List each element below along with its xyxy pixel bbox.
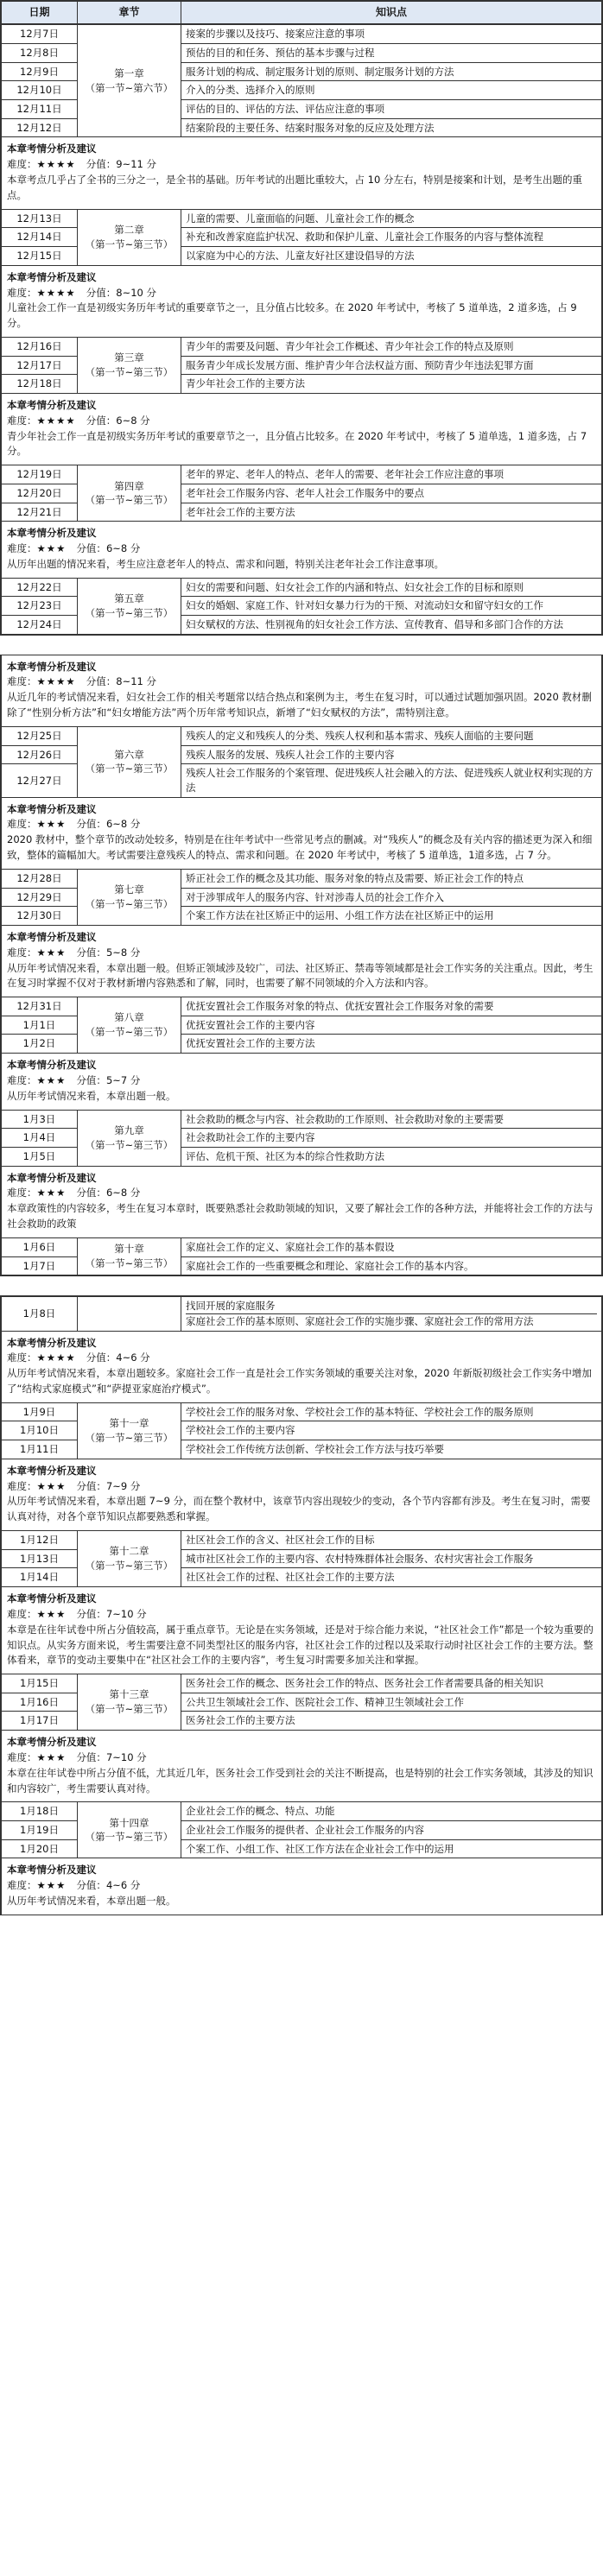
header-chapter: 章节 — [78, 2, 181, 24]
analysis-text: 从历年考试情况来看，本章出题一般。但矫正领域涉及较广，司法、社区矫正、禁毒等领域都是社会工作实务的关注重点。因此，考生在复习时掌握不仅对于教材新增内容熟悉和了解，同时，也需要了解不同领域的介入方法和内容。 — [7, 961, 593, 990]
row-knowledge: 社会救助的概念与内容、社会救助的工作原则、社会救助对象的主要需要 — [181, 1110, 602, 1129]
row-knowledge: 接案的步骤以及技巧、接案应注意的事项 — [181, 25, 602, 44]
score-value: 6~8 分 — [105, 818, 141, 831]
difficulty-label: 难度： — [7, 675, 37, 688]
analysis-text: 儿童社会工作一直是初级实务历年考试的重要章节之一，且分值占比较多。在 2020 年考试中，考核了 5 道单选，2 道多选，占 9 分。 — [7, 301, 577, 330]
knowledge-line: 找回开展的家庭服务 — [186, 1299, 597, 1314]
score-label: 分值： — [86, 414, 117, 427]
chapter-analysis — [1, 137, 602, 208]
row-knowledge: 医务社会工作的主要方法 — [181, 1712, 602, 1731]
difficulty-line — [7, 157, 596, 173]
row-date: 12月28日 — [2, 869, 78, 888]
chapter-range: （第一节~第三节） — [85, 1026, 174, 1039]
score-label: 分值： — [76, 1187, 106, 1199]
difficulty-line — [7, 286, 596, 301]
row-knowledge: 优抚安置社会工作的主要内容 — [181, 1016, 602, 1035]
chapter-analysis — [1, 1167, 602, 1237]
row-knowledge: 评估的目的、评估的方法、评估应注意的事项 — [181, 100, 602, 119]
row-knowledge: 优抚安置社会工作服务对象的特点、优抚安置社会工作服务对象的需要 — [181, 997, 602, 1016]
schedule-row — [2, 1802, 602, 1821]
row-date: 12月17日 — [2, 356, 78, 375]
schedule-row — [2, 209, 602, 228]
chapter-cell — [78, 1674, 181, 1731]
difficulty-stars: ★★★★ — [36, 158, 76, 171]
score-value: 5~8 分 — [105, 946, 141, 959]
chapter-analysis — [1, 522, 602, 577]
row-knowledge: 企业社会工作服务的提供者、企业社会工作服务的内容 — [181, 1821, 602, 1840]
difficulty-label: 难度： — [7, 414, 37, 427]
score-label: 分值： — [76, 1607, 106, 1620]
difficulty-line — [7, 1351, 596, 1366]
chapter-cell — [78, 465, 181, 522]
schedule-row — [2, 726, 602, 745]
chapter-range: （第一节~第三节） — [85, 1560, 174, 1573]
difficulty-label: 难度： — [7, 818, 37, 831]
chapter-range: （第一节~第三节） — [85, 1831, 174, 1844]
row-date: 12月19日 — [2, 465, 78, 484]
row-date: 1月4日 — [2, 1129, 78, 1148]
row-knowledge: 医务社会工作的概念、医务社会工作的特点、医务社会工作者需要具备的相关知识 — [181, 1674, 602, 1693]
row-date: 12月24日 — [2, 616, 78, 635]
difficulty-label: 难度： — [7, 286, 37, 299]
schedule-table — [1, 24, 602, 137]
chapter-cell — [78, 1802, 181, 1858]
chapter-range: （第一节~第三节） — [85, 897, 174, 910]
chapter-analysis — [1, 1731, 602, 1801]
row-date: 12月26日 — [2, 745, 78, 764]
schedule-table — [1, 997, 602, 1054]
row-knowledge: 介入的分类、选择介入的原则 — [181, 81, 602, 100]
difficulty-line — [7, 1186, 596, 1201]
score-label: 分值： — [76, 818, 106, 831]
analysis-title: 本章考情分析及建议 — [7, 142, 97, 155]
row-date: 1月18日 — [2, 1802, 78, 1821]
schedule-table — [1, 209, 602, 266]
difficulty-stars: ★★★★ — [36, 286, 76, 299]
row-knowledge: 社区社会工作的含义、社区社会工作的目标 — [181, 1531, 602, 1550]
row-knowledge: 对于涉罪成年人的服务内容、针对涉毒人员的社会工作介入 — [181, 888, 602, 907]
score-label: 分值： — [86, 1351, 117, 1364]
row-date: 12月11日 — [2, 100, 78, 119]
analysis-title: 本章考情分析及建议 — [7, 1736, 97, 1749]
analysis-text: 本章考点几乎占了全书的三分之一，是全书的基础。历年考试的出题比重较大，占 10 分左右，特别是接案和计划，是考生出题的重点。 — [7, 174, 582, 201]
row-date: 1月11日 — [2, 1440, 78, 1459]
chapter-cell — [78, 25, 181, 137]
score-label: 分值： — [76, 1750, 106, 1763]
difficulty-label: 难度： — [7, 1187, 37, 1199]
row-date: 12月23日 — [2, 597, 78, 616]
difficulty-line — [7, 1750, 596, 1766]
difficulty-stars: ★★★ — [36, 1479, 67, 1492]
difficulty-label: 难度： — [7, 1607, 37, 1620]
row-knowledge: 妇女的婚姻、家庭工作、针对妇女暴力行为的干预、对流动妇女和留守妇女的工作 — [181, 597, 602, 616]
difficulty-label: 难度： — [7, 542, 37, 555]
difficulty-label: 难度： — [7, 946, 37, 959]
chapter-analysis — [1, 926, 602, 997]
row-knowledge: 妇女赋权的方法、性别视角的妇女社会工作方法、宣传教育、倡导和多部门合作的方法 — [181, 616, 602, 635]
score-value: 4~6 分 — [105, 1879, 141, 1892]
schedule-row — [2, 1531, 602, 1550]
row-knowledge: 残疾人服务的发展、残疾人社会工作的主要内容 — [181, 745, 602, 764]
difficulty-line — [7, 1607, 596, 1623]
score-value: 4~6 分 — [116, 1351, 150, 1364]
row-date: 12月13日 — [2, 209, 78, 228]
difficulty-stars: ★★★ — [36, 818, 67, 831]
analysis-title: 本章考情分析及建议 — [7, 1592, 97, 1605]
chapter-title: 第十一章 — [109, 1417, 149, 1430]
row-knowledge: 社会救助社会工作的主要内容 — [181, 1129, 602, 1148]
chapter-cell — [78, 1110, 181, 1166]
chapter-title: 第十四章 — [109, 1816, 149, 1829]
difficulty-line — [7, 1073, 596, 1089]
difficulty-stars: ★★★ — [36, 1607, 67, 1620]
row-knowledge: 家庭社会工作的一些重要概念和理论、家庭社会工作的基本内容。 — [181, 1256, 602, 1275]
schedule-section — [0, 0, 603, 636]
analysis-title: 本章考情分析及建议 — [7, 1336, 97, 1349]
chapter-title: 第十二章 — [109, 1545, 149, 1558]
row-date: 12月12日 — [2, 118, 78, 137]
difficulty-line — [7, 674, 596, 690]
row-date: 12月29日 — [2, 888, 78, 907]
chapter-analysis — [1, 394, 602, 465]
row-date: 1月6日 — [2, 1237, 78, 1256]
difficulty-line — [7, 1878, 596, 1894]
schedule-row — [2, 869, 602, 888]
row-knowledge: 学校社会工作的主要内容 — [181, 1421, 602, 1440]
row-date: 1月2日 — [2, 1035, 78, 1054]
difficulty-label: 难度： — [7, 1479, 37, 1492]
row-knowledge: 老年社会工作的主要方法 — [181, 503, 602, 522]
score-value: 6~8 分 — [116, 414, 150, 427]
schedule-row — [2, 1297, 602, 1331]
difficulty-stars: ★★★★ — [36, 414, 76, 427]
analysis-title: 本章考情分析及建议 — [7, 270, 97, 283]
row-knowledge: 公共卫生领域社会工作、医院社会工作、精神卫生领域社会工作 — [181, 1693, 602, 1712]
analysis-title: 本章考情分析及建议 — [7, 1171, 97, 1184]
schedule-table — [1, 1402, 602, 1459]
row-date: 12月27日 — [2, 764, 78, 797]
difficulty-label: 难度： — [7, 1879, 37, 1892]
chapter-range: （第一节~第三节） — [85, 1257, 174, 1270]
header-row — [2, 2, 602, 24]
row-date: 1月17日 — [2, 1712, 78, 1731]
row-date: 1月20日 — [2, 1839, 78, 1858]
difficulty-line — [7, 817, 596, 832]
schedule-table — [1, 1110, 602, 1167]
difficulty-stars: ★★★★ — [36, 675, 76, 688]
chapter-cell — [78, 1237, 181, 1275]
row-knowledge: 企业社会工作的概念、特点、功能 — [181, 1802, 602, 1821]
row-knowledge: 残疾人社会工作服务的个案管理、促进残疾人社会融入的方法、促进残疾人就业权利实现的方法 — [181, 764, 602, 797]
score-label: 分值： — [86, 158, 117, 171]
chapter-title: 第十章 — [114, 1243, 144, 1256]
row-knowledge: 社区社会工作的过程、社区社会工作的主要方法 — [181, 1568, 602, 1587]
chapter-cell — [78, 1297, 181, 1331]
row-date: 12月7日 — [2, 25, 78, 44]
difficulty-label: 难度： — [7, 1351, 37, 1364]
knowledge-line: 家庭社会工作的基本原则、家庭社会工作的实施步骤、家庭社会工作的常用方法 — [186, 1314, 534, 1327]
schedule-section — [0, 655, 603, 1277]
schedule-table — [1, 578, 602, 635]
schedule-table — [1, 726, 602, 798]
difficulty-line — [7, 946, 596, 961]
chapter-range: （第一节~第三节） — [85, 763, 174, 775]
row-date: 1月19日 — [2, 1821, 78, 1840]
row-knowledge: 青少年社会工作的主要方法 — [181, 375, 602, 394]
difficulty-stars: ★★★ — [36, 1187, 67, 1199]
chapter-range: （第一节~第三节） — [85, 494, 174, 507]
analysis-text: 从历年出题的情况来看，考生应注意老年人的特点、需求和问题，特别关注老年社会工作注意事项。 — [7, 557, 444, 570]
row-knowledge: 个案工作方法在社区矫正中的运用、小组工作方法在社区矫正中的运用 — [181, 907, 602, 926]
row-date: 12月8日 — [2, 44, 78, 63]
row-knowledge: 个案工作、小组工作、社区工作方法在企业社会工作中的运用 — [181, 1839, 602, 1858]
score-label: 分值： — [86, 286, 117, 299]
chapter-title: 第二章 — [114, 224, 144, 236]
header-date: 日期 — [2, 2, 78, 24]
row-date: 12月31日 — [2, 997, 78, 1016]
difficulty-label: 难度： — [7, 1073, 37, 1086]
schedule-row — [2, 337, 602, 356]
difficulty-stars: ★★★★ — [36, 1351, 76, 1364]
difficulty-line — [7, 414, 596, 429]
difficulty-stars: ★★★ — [36, 1879, 67, 1892]
row-knowledge: 服务青少年成长发展方面、维护青少年合法权益方面、预防青少年违法犯罪方面 — [181, 356, 602, 375]
row-date: 1月9日 — [2, 1402, 78, 1421]
row-date: 12月22日 — [2, 578, 78, 597]
schedule-row — [2, 997, 602, 1016]
schedule-table — [1, 1530, 602, 1587]
chapter-title: 第三章 — [114, 351, 144, 364]
row-date: 12月16日 — [2, 337, 78, 356]
row-knowledge: 妇女的需要和问题、妇女社会工作的内涵和特点、妇女社会工作的目标和原则 — [181, 578, 602, 597]
difficulty-line — [7, 541, 596, 557]
analysis-text: 从近几年的考试情况来看，妇女社会工作的相关考题常以结合热点和案例为主，考生在复习时，可以通过试题加强巩固。2020 教材删除了“性别分析方法”和“妇女增能方法”两个历年常考知识点，新增了“妇女赋权的方法”，需特别注意。 — [7, 691, 592, 719]
schedule-row — [2, 25, 602, 44]
chapter-analysis — [1, 1054, 602, 1109]
chapter-analysis — [1, 1332, 602, 1402]
score-value: 8~10 分 — [116, 286, 156, 299]
row-knowledge: 家庭社会工作的定义、家庭社会工作的基本假设 — [181, 1237, 602, 1256]
analysis-text: 本章在往年试卷中所占分值不低，尤其近几年，医务社会工作受到社会的关注不断提高，也是特别的社会工作实务领域，其涉及的知识和内容较广，考生需要认真对待。 — [7, 1766, 593, 1794]
chapter-title: 第六章 — [114, 748, 144, 761]
row-knowledge: 评估、危机干预、社区为本的综合性救助方法 — [181, 1147, 602, 1166]
row-date: 1月5日 — [2, 1147, 78, 1166]
row-knowledge — [181, 1297, 602, 1331]
chapter-range: （第一节~第三节） — [85, 606, 174, 619]
schedule-table — [1, 337, 602, 394]
schedule-table — [1, 465, 602, 522]
row-knowledge: 儿童的需要、儿童面临的问题、儿童社会工作的概念 — [181, 209, 602, 228]
row-knowledge: 优抚安置社会工作的主要方法 — [181, 1035, 602, 1054]
row-date: 1月3日 — [2, 1110, 78, 1129]
difficulty-label: 难度： — [7, 158, 37, 171]
row-date: 12月21日 — [2, 503, 78, 522]
analysis-text: 从历年考试情况来看，本章出题较多。家庭社会工作一直是社会工作实务领域的重要关注对象，2020 年新版初级社会工作实务中增加了“结构式家庭模式”和“萨提亚家庭治疗模式”。 — [7, 1367, 592, 1395]
row-knowledge: 结案阶段的主要任务、结案时服务对象的反应及处理方法 — [181, 118, 602, 137]
analysis-title: 本章考情分析及建议 — [7, 1864, 97, 1877]
analysis-title: 本章考情分析及建议 — [7, 1059, 97, 1072]
row-date: 12月9日 — [2, 62, 78, 81]
chapter-range: （第一节~第三节） — [85, 237, 174, 250]
schedule-table — [1, 1674, 602, 1731]
chapter-analysis — [1, 1459, 602, 1530]
analysis-text: 从历年考试情况来看，本章出题一般。 — [7, 1895, 176, 1908]
row-knowledge: 学校社会工作的服务对象、学校社会工作的基本特征、学校社会工作的服务原则 — [181, 1402, 602, 1421]
score-label: 分值： — [76, 1479, 106, 1492]
analysis-text: 2020 教材中，整个章节的改动处较多，特别是在往年考试中一些常见考点的删减。对“残疾人”的概念及有关内容的描述更为深入和细致，整体的篇幅加大。考试需要注意残疾人的特点、需求和问题。在 2020 年考试中，考核了 5 道单选，1道多选，占 7 分。 — [7, 833, 593, 862]
header-knowledge: 知识点 — [181, 2, 602, 24]
schedule-row — [2, 1674, 602, 1693]
row-date: 1月16日 — [2, 1693, 78, 1712]
row-knowledge: 以家庭为中心的方法、儿童友好社区建设倡导的方法 — [181, 247, 602, 266]
chapter-cell — [78, 1402, 181, 1459]
score-label: 分值： — [76, 946, 106, 959]
score-label: 分值： — [86, 675, 117, 688]
chapter-analysis — [1, 1858, 602, 1914]
analysis-text: 青少年社会工作一直是初级实务历年考试的重要章节之一，且分值占比较多。在 2020 年考试中，考核了 5 道单选，1 道多选，占 7 分。 — [7, 429, 587, 458]
difficulty-stars: ★★★ — [36, 542, 67, 555]
analysis-title: 本章考情分析及建议 — [7, 930, 97, 943]
difficulty-label: 难度： — [7, 1750, 37, 1763]
analysis-title: 本章考情分析及建议 — [7, 398, 97, 411]
analysis-text: 本章是在往年试卷中所占分值较高，属于重点章节。无论是在实务领域，还是对于综合能力来说，“社区社会工作”都是一个较为重要的知识点。从实务方面来说，考生需要注意不同类型社区的服务内容，社区社会工作的过程以及采取行动时社区社会工作的主要方法。整体看来，章节的变动主要集中在“社区社会工作的主要内容”，考生复习时需要多加关注和掌握。 — [7, 1623, 593, 1667]
score-value: 6~8 分 — [105, 1187, 141, 1199]
score-label: 分值： — [76, 542, 106, 555]
score-value: 5~7 分 — [105, 1073, 141, 1086]
chapter-analysis — [1, 798, 602, 869]
schedule-row — [2, 578, 602, 597]
chapter-title: 第十三章 — [109, 1688, 149, 1701]
schedule-table — [1, 1801, 602, 1858]
row-knowledge: 老年社会工作服务内容、老年人社会工作服务中的要点 — [181, 484, 602, 503]
analysis-text: 从历年考试情况来看，本章出题 7~9 分，而在整个教材中，该章节内容出现较少的变动，各个节内容都有涉及。考生在复习时，需要认真对待，对各个章节知识点都要熟悉和掌握。 — [7, 1495, 591, 1523]
analysis-title: 本章考情分析及建议 — [7, 802, 97, 815]
schedule-row — [2, 1110, 602, 1129]
row-date: 1月7日 — [2, 1256, 78, 1275]
difficulty-stars: ★★★ — [36, 946, 67, 959]
row-knowledge: 补充和改善家庭监护状况、救助和保护儿童、儿童社会工作服务的内容与整体流程 — [181, 228, 602, 247]
chapter-cell — [78, 1531, 181, 1587]
score-value: 9~11 分 — [116, 158, 156, 171]
chapter-title: 第四章 — [114, 479, 144, 492]
chapter-analysis — [1, 266, 602, 337]
analysis-title: 本章考情分析及建议 — [7, 660, 97, 673]
schedule-table — [1, 869, 602, 926]
score-value: 6~8 分 — [105, 542, 141, 555]
chapter-title: 第五章 — [114, 592, 144, 604]
score-value: 8~11 分 — [116, 675, 156, 688]
row-date: 12月18日 — [2, 375, 78, 394]
chapter-cell — [78, 726, 181, 797]
chapter-title: 第八章 — [114, 1011, 144, 1024]
chapter-cell — [78, 997, 181, 1054]
chapter-range: （第一节~第三节） — [85, 365, 174, 378]
row-knowledge: 矫正社会工作的概念及其功能、服务对象的特点及需要、矫正社会工作的特点 — [181, 869, 602, 888]
schedule-row — [2, 1402, 602, 1421]
row-date: 1月12日 — [2, 1531, 78, 1550]
schedule-row — [2, 465, 602, 484]
row-date: 1月14日 — [2, 1568, 78, 1587]
row-knowledge: 学校社会工作传统方法创新、学校社会工作方法与技巧举要 — [181, 1440, 602, 1459]
row-date: 1月13日 — [2, 1549, 78, 1568]
row-date: 12月15日 — [2, 247, 78, 266]
row-knowledge: 服务计划的构成、制定服务计划的原则、制定服务计划的方法 — [181, 62, 602, 81]
chapter-cell — [78, 578, 181, 634]
row-knowledge: 残疾人的定义和残疾人的分类、残疾人权利和基本需求、残疾人面临的主要问题 — [181, 726, 602, 745]
row-date: 12月30日 — [2, 907, 78, 926]
row-date: 1月1日 — [2, 1016, 78, 1035]
row-knowledge: 青少年的需要及问题、青少年社会工作概述、青少年社会工作的特点及原则 — [181, 337, 602, 356]
analysis-title: 本章考情分析及建议 — [7, 1464, 97, 1477]
score-label: 分值： — [76, 1879, 106, 1892]
schedule-table — [1, 1296, 602, 1331]
score-label: 分值： — [76, 1073, 106, 1086]
schedule-section — [0, 1295, 603, 1915]
score-value: 7~10 分 — [105, 1750, 147, 1763]
row-date: 1月10日 — [2, 1421, 78, 1440]
chapter-cell — [78, 337, 181, 393]
score-value: 7~9 分 — [105, 1479, 141, 1492]
row-date: 12月20日 — [2, 484, 78, 503]
chapter-analysis — [1, 655, 602, 726]
schedule-table — [1, 1, 602, 24]
score-value: 7~10 分 — [105, 1607, 147, 1620]
chapter-cell — [78, 869, 181, 925]
difficulty-stars: ★★★ — [36, 1750, 67, 1763]
chapter-range: （第一节~第六节） — [85, 81, 174, 94]
chapter-range: （第一节~第三节） — [85, 1138, 174, 1151]
difficulty-line — [7, 1479, 596, 1495]
chapter-title: 第一章 — [114, 67, 144, 80]
analysis-text: 从历年考试情况来看，本章出题一般。 — [7, 1089, 176, 1102]
chapter-title: 第七章 — [114, 883, 144, 896]
row-date: 12月10日 — [2, 81, 78, 100]
row-date: 1月15日 — [2, 1674, 78, 1693]
chapter-cell — [78, 209, 181, 265]
row-date: 12月14日 — [2, 228, 78, 247]
row-date: 12月25日 — [2, 726, 78, 745]
chapter-title: 第九章 — [114, 1123, 144, 1136]
chapter-range: （第一节~第三节） — [85, 1703, 174, 1716]
row-knowledge: 城市社区社会工作的主要内容、农村特殊群体社会服务、农村灾害社会工作服务 — [181, 1549, 602, 1568]
row-knowledge: 老年的界定、老年人的特点、老年人的需要、老年社会工作应注意的事项 — [181, 465, 602, 484]
analysis-title: 本章考情分析及建议 — [7, 527, 97, 540]
chapter-analysis — [1, 1587, 602, 1674]
schedule-table — [1, 1237, 602, 1275]
difficulty-stars: ★★★ — [36, 1073, 67, 1086]
analysis-text: 本章政策性的内容较多，考生在复习本章时，既要熟悉社会救助领域的知识，又要了解社会工作的各种方法，并能将社会工作的方法与社会救助的政策 — [7, 1202, 593, 1231]
chapter-range: （第一节~第三节） — [85, 1431, 174, 1444]
row-knowledge: 预估的目的和任务、预估的基本步骤与过程 — [181, 44, 602, 63]
row-date: 1月8日 — [2, 1297, 78, 1331]
schedule-row — [2, 1237, 602, 1256]
